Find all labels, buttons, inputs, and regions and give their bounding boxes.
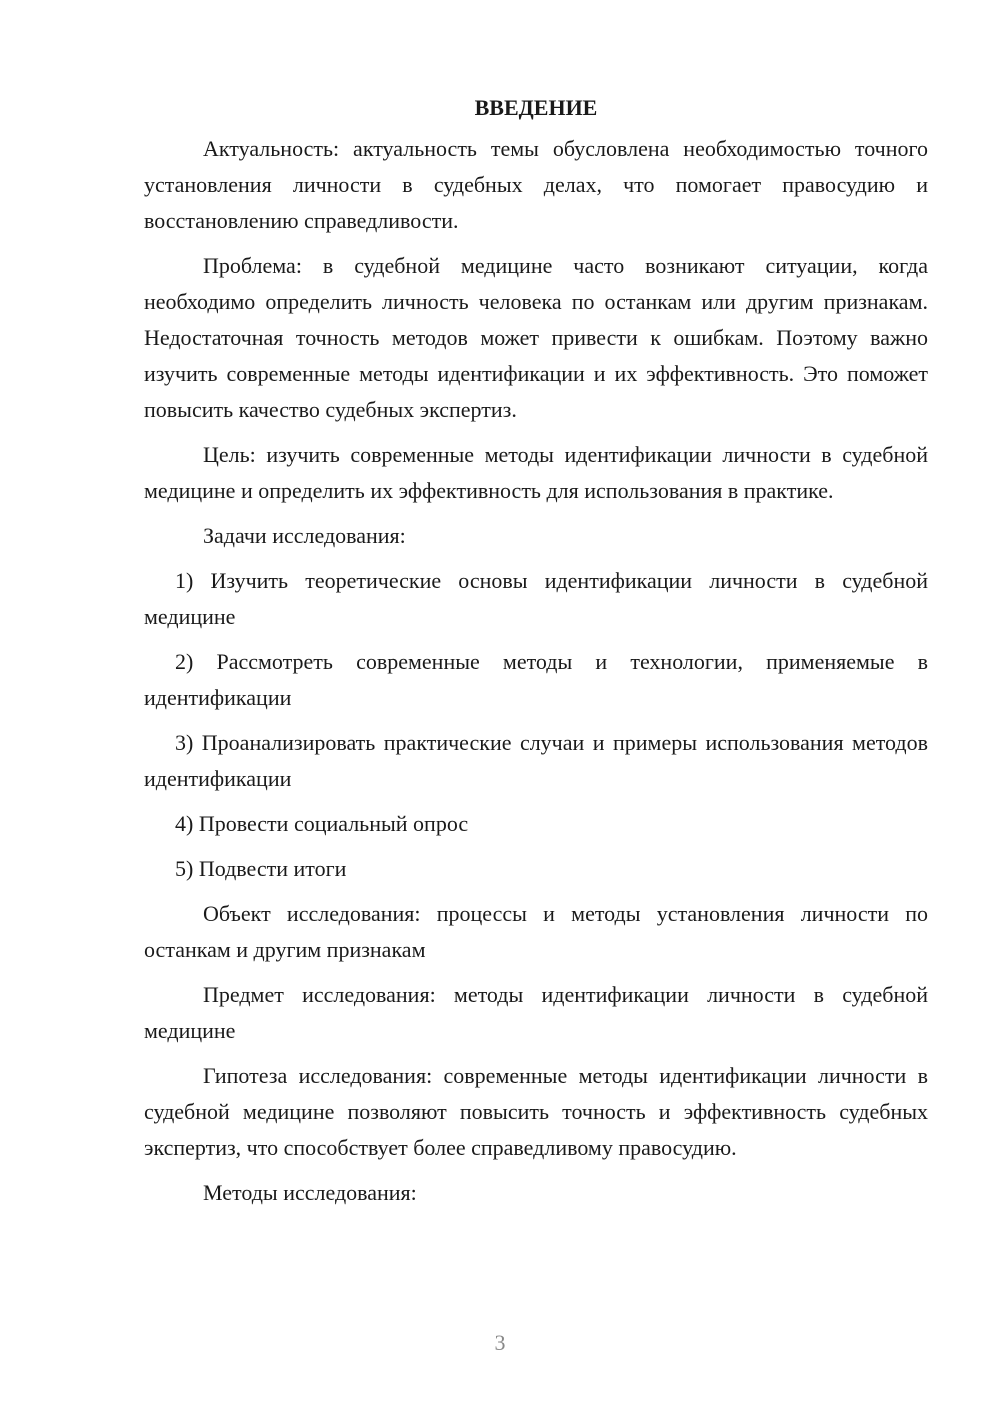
paragraph-hypothesis: Гипотеза исследования: современные методы идентификации личности в судебной медицине позволяют повысить точность и эффективность судебных экспертиз, что способствует более справедливому правосудию. bbox=[144, 1063, 928, 1160]
task-item-1: 1) Изучить теоретические основы идентификации личности в судебной медицине bbox=[144, 568, 928, 629]
section-title: ВВЕДЕНИЕ bbox=[474, 95, 598, 120]
paragraph-problem: Проблема: в судебной медицине часто возникают ситуации, когда необходимо определить личность человека по останкам или другим признакам. Недостаточная точность методов может привести к ошибкам. Поэтому важно изучить современные методы идентификации и их эффективность. Это поможет повысить качество судебных экспертиз. bbox=[144, 253, 928, 422]
task-item-5: 5) Подвести итоги bbox=[175, 856, 347, 881]
task-item-3: 3) Проанализировать практические случаи и примеры использования методов идентификации bbox=[144, 730, 928, 791]
paragraph-object: Объект исследования: процессы и методы установления личности по останкам и другим признакам bbox=[144, 901, 928, 962]
paragraph-goal: Цель: изучить современные методы идентификации личности в судебной медицине и определить их эффективность для использования в практике. bbox=[144, 442, 928, 503]
tasks-heading: Задачи исследования: bbox=[203, 523, 406, 548]
paragraph-relevance: Актуальность: актуальность темы обусловлена необходимостью точного установления личности в судебных делах, что помогает правосудию и восстановлению справедливости. bbox=[144, 136, 928, 233]
task-item-4: 4) Провести социальный опрос bbox=[175, 811, 469, 836]
document-page bbox=[144, 90, 928, 1220]
page-number: 3 bbox=[494, 1330, 506, 1355]
task-item-2: 2) Рассмотреть современные методы и технологии, применяемые в идентификации bbox=[144, 649, 928, 710]
methods-heading: Методы исследования: bbox=[203, 1180, 417, 1205]
paragraph-subject: Предмет исследования: методы идентификации личности в судебной медицине bbox=[144, 982, 928, 1043]
